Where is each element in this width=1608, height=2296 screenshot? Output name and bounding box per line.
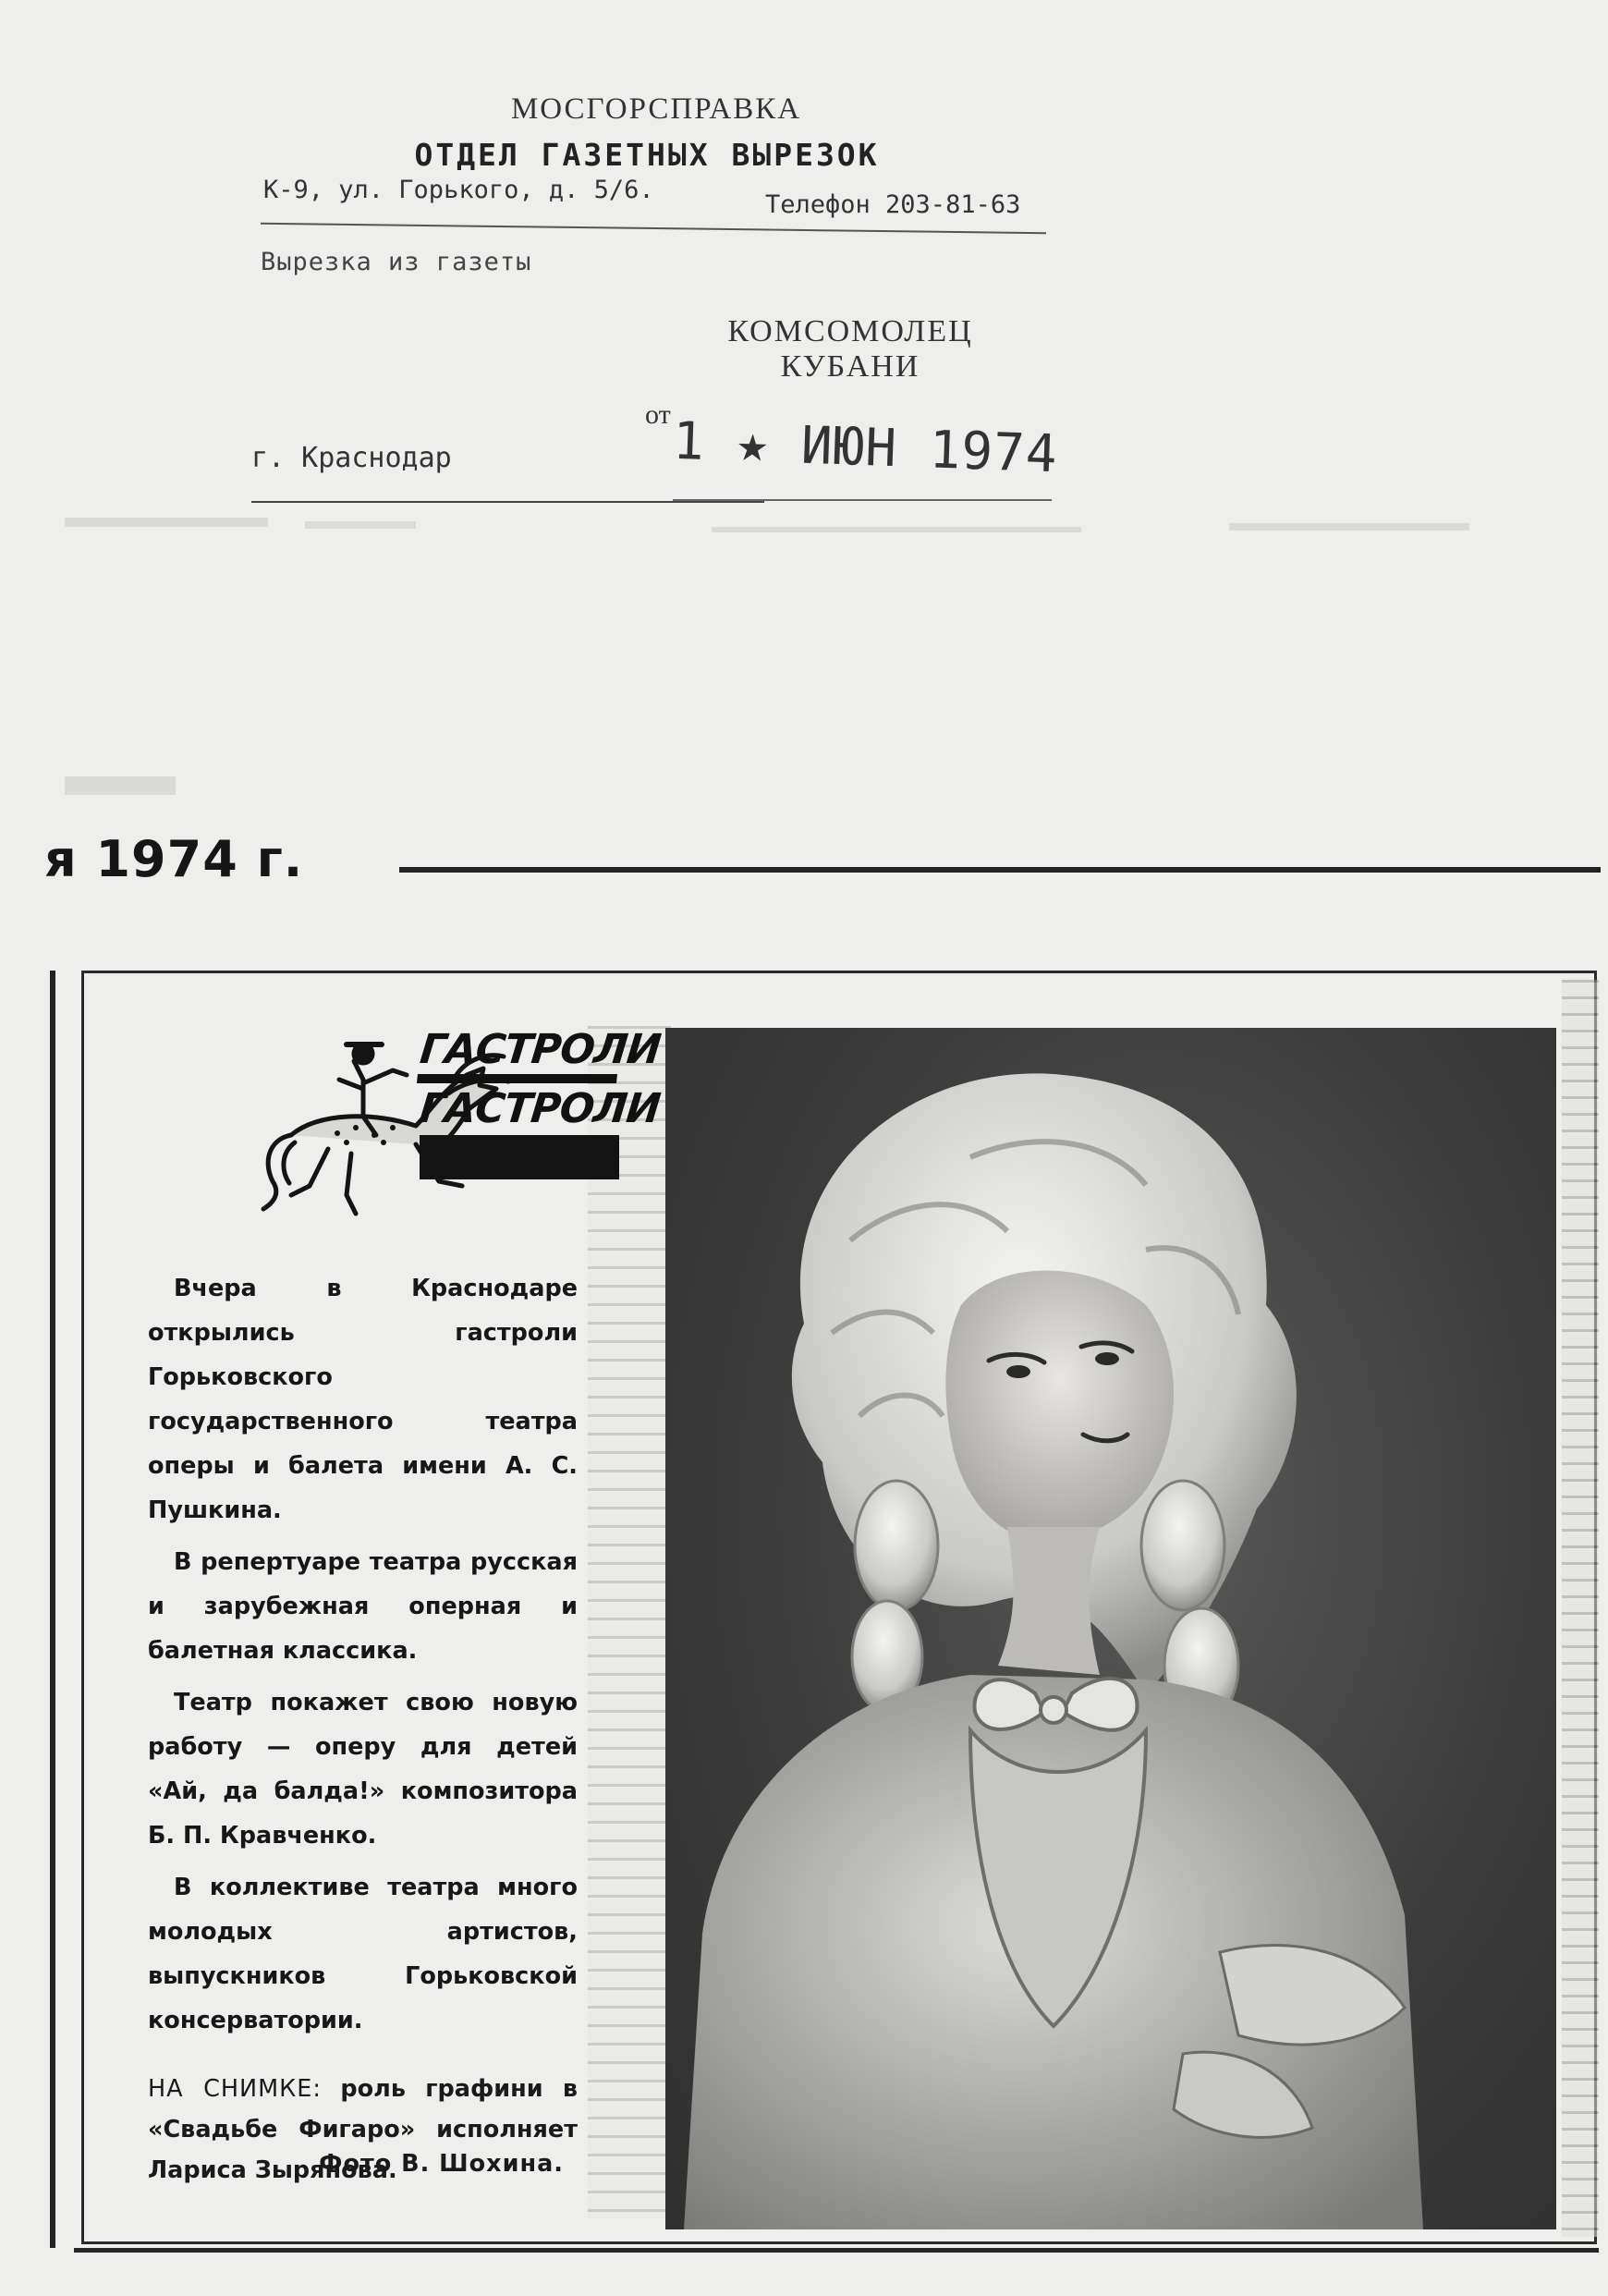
date-stamp: 1 ★ ИЮН 1974 xyxy=(671,410,1059,485)
newspaper-header-rule xyxy=(399,867,1601,873)
newspaper-date-line: я 1974 г. xyxy=(44,830,304,888)
newspaper-title-line1: КОМСОМОЛЕЦ xyxy=(727,314,973,348)
bureau-name: МОСГОРСПРАВКА xyxy=(510,92,802,126)
article-paragraph: В коллективе театра много молодых артистов, выпускников Горьковской консерватории. xyxy=(148,1874,578,2034)
performer-photo xyxy=(665,1028,1556,2229)
article-paragraph: В репертуаре театра русская и зарубежная оперная и балетная классика. xyxy=(148,1548,578,1665)
rubric-black-bar xyxy=(420,1135,619,1179)
adjacent-column-texture-right xyxy=(1562,980,1599,2237)
article-paragraph: Вчера в Краснодаре открылись гастроли Горьковского государственного театра оперы и балета имени А. С. Пушкина. xyxy=(148,1275,578,1524)
date-prefix: от xyxy=(645,399,671,430)
rubric-word-bottom: ГАСТРОЛИ xyxy=(417,1085,663,1132)
portrait-illustration xyxy=(665,1028,1556,2229)
rubric-word-top: ГАСТРОЛИ xyxy=(417,1030,622,1083)
newspaper-title-line2: КУБАНИ xyxy=(780,349,920,384)
tour-rubric xyxy=(417,1026,663,1179)
city-label: г. Краснодар xyxy=(251,442,452,474)
article-body xyxy=(148,1266,578,2063)
photo-credit: Фото В. Шохина. xyxy=(319,2150,564,2178)
header-divider xyxy=(261,223,1046,234)
caption-text: роль графини в «Свадьбе Фигаро» исполняет Лариса Зырянова. xyxy=(148,2075,579,2184)
department-name: ОТДЕЛ ГАЗЕТНЫХ ВЫРЕЗОК xyxy=(414,137,880,173)
bureau-phone: Телефон 203-81-63 xyxy=(765,190,1021,219)
clipping-label: Вырезка из газеты xyxy=(261,248,532,276)
bureau-address: К-9, ул. Горького, д. 5/6. xyxy=(263,176,654,204)
bleed-through-texture xyxy=(65,499,1580,813)
caption-lead: НА СНИМКЕ: xyxy=(148,2075,322,2103)
clipping-bottom-edge xyxy=(74,2248,1599,2253)
clipping-left-edge xyxy=(50,971,55,2248)
article-paragraph: Театр покажет свою новую работу — оперу для детей «Ай, да балда!» композитора Б. П. Кравченко. xyxy=(148,1689,578,1850)
